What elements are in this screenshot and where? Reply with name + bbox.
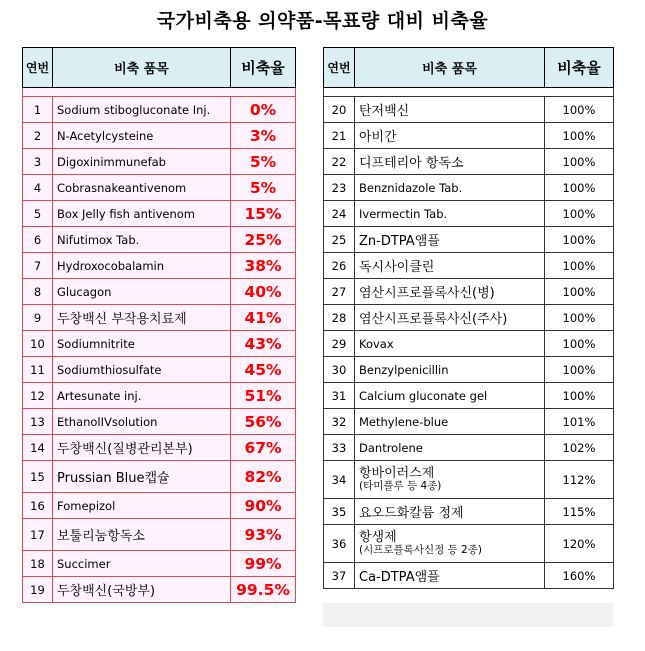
table-row (324, 499, 614, 525)
item-name: Ca-DTPA앰플 (355, 563, 545, 589)
table-row (23, 201, 296, 227)
serial-number: 16 (23, 493, 53, 519)
serial-number: 7 (23, 253, 53, 279)
table-row (324, 383, 614, 409)
stock-ratio: 99% (231, 551, 296, 577)
stock-ratio: 100% (545, 227, 614, 253)
serial-number: 3 (23, 149, 53, 175)
table-row (324, 149, 614, 175)
table-row (23, 123, 296, 149)
table-row (23, 305, 296, 331)
header-item-name: 비축 품목 (53, 48, 231, 88)
stock-ratio: 100% (545, 331, 614, 357)
header-stock-ratio: 비축율 (231, 48, 296, 88)
stock-ratio: 100% (545, 123, 614, 149)
stock-ratio: 38% (231, 253, 296, 279)
stock-ratio: 0% (231, 97, 296, 123)
header-serial-number: 연번 (23, 48, 53, 88)
serial-number: 17 (23, 519, 53, 551)
table-row (324, 175, 614, 201)
stock-ratio: 56% (231, 409, 296, 435)
item-name: Hydroxocobalamin (53, 253, 231, 279)
serial-number: 11 (23, 357, 53, 383)
item-name: 염산시프로플록사신(주사) (355, 305, 545, 331)
serial-number: 8 (23, 279, 53, 305)
item-name: Fomepizol (53, 493, 231, 519)
table-row (324, 201, 614, 227)
serial-number: 34 (324, 461, 355, 499)
stock-ratio: 102% (545, 435, 614, 461)
table-row (23, 461, 296, 493)
item-name: Ivermectin Tab. (355, 201, 545, 227)
item-name: Nifutimox Tab. (53, 227, 231, 253)
stock-ratio: 100% (545, 305, 614, 331)
serial-number: 2 (23, 123, 53, 149)
table-row (23, 493, 296, 519)
item-name (355, 525, 545, 563)
serial-number: 28 (324, 305, 355, 331)
stock-ratio: 99.5% (231, 577, 296, 603)
serial-number: 29 (324, 331, 355, 357)
serial-number: 25 (324, 227, 355, 253)
serial-number: 36 (324, 525, 355, 563)
table-row (23, 519, 296, 551)
serial-number: 23 (324, 175, 355, 201)
item-name: 독시사이클린 (355, 253, 545, 279)
stock-ratio: 82% (231, 461, 296, 493)
serial-number: 4 (23, 175, 53, 201)
stock-ratio: 100% (545, 357, 614, 383)
item-name: 요오드화칼륨 정제 (355, 499, 545, 525)
item-name: Kovax (355, 331, 545, 357)
item-name: 보툴리눔항독소 (53, 519, 231, 551)
serial-number: 21 (324, 123, 355, 149)
table-row (324, 305, 614, 331)
serial-number: 37 (324, 563, 355, 589)
stock-ratio: 120% (545, 525, 614, 563)
table-row (23, 383, 296, 409)
table-row (23, 149, 296, 175)
item-name: 염산시프로플록사신(병) (355, 279, 545, 305)
stock-ratio: 100% (545, 149, 614, 175)
table-row (23, 97, 296, 123)
stock-ratio: 15% (231, 201, 296, 227)
item-name-line2: (타미플루 등 4종) (359, 479, 442, 492)
serial-number: 35 (324, 499, 355, 525)
item-name: 두창백신(질병관리본부) (53, 435, 231, 461)
table-row (324, 435, 614, 461)
table-row (23, 279, 296, 305)
table-footer-shade (323, 603, 613, 627)
stock-ratio: 93% (231, 519, 296, 551)
table-row (324, 123, 614, 149)
header-stock-ratio: 비축율 (545, 48, 614, 88)
header-item-name: 비축 품목 (355, 48, 545, 88)
table-row (324, 97, 614, 123)
stock-ratio: 90% (231, 493, 296, 519)
header-serial-number: 연번 (324, 48, 355, 88)
serial-number: 9 (23, 305, 53, 331)
item-name: Box Jelly fish antivenom (53, 201, 231, 227)
stock-ratio: 100% (545, 253, 614, 279)
serial-number: 1 (23, 97, 53, 123)
table-row (324, 461, 614, 499)
item-name: Artesunate inj. (53, 383, 231, 409)
stock-ratio: 112% (545, 461, 614, 499)
item-name: Benznidazole Tab. (355, 175, 545, 201)
item-name: Sodium stibogluconate Inj. (53, 97, 231, 123)
serial-number: 20 (324, 97, 355, 123)
item-name: Digoxinimmunefab (53, 149, 231, 175)
stock-ratio: 100% (545, 279, 614, 305)
serial-number: 14 (23, 435, 53, 461)
item-name (355, 461, 545, 499)
stock-ratio: 5% (231, 149, 296, 175)
stock-ratio: 115% (545, 499, 614, 525)
item-name: Benzylpenicillin (355, 357, 545, 383)
serial-number: 22 (324, 149, 355, 175)
table-row (23, 577, 296, 603)
item-name-line2: (시프로플록사신정 등 2종) (359, 543, 482, 556)
item-name: Methylene-blue (355, 409, 545, 435)
item-name: Calcium gluconate gel (355, 383, 545, 409)
item-name: Zn-DTPA앰플 (355, 227, 545, 253)
table-row (324, 331, 614, 357)
serial-number: 33 (324, 435, 355, 461)
serial-number: 24 (324, 201, 355, 227)
stock-ratio: 101% (545, 409, 614, 435)
serial-number: 19 (23, 577, 53, 603)
table-row (324, 253, 614, 279)
stock-ratio: 25% (231, 227, 296, 253)
serial-number: 10 (23, 331, 53, 357)
table-row (23, 175, 296, 201)
stock-ratio: 100% (545, 97, 614, 123)
item-name: EthanolIVsolution (53, 409, 231, 435)
page-title: 국가비축용 의약품-목표량 대비 비축율 (156, 10, 489, 32)
item-name: Glucagon (53, 279, 231, 305)
item-name: 아비간 (355, 123, 545, 149)
table-row (23, 357, 296, 383)
table-row (23, 331, 296, 357)
serial-number: 26 (324, 253, 355, 279)
item-name: 두창백신(국방부) (53, 577, 231, 603)
item-name: Sodiumthiosulfate (53, 357, 231, 383)
item-name: Cobrasnakeantivenom (53, 175, 231, 201)
serial-number: 13 (23, 409, 53, 435)
item-name-line1: 항바이러스제 (359, 465, 435, 481)
table-row (23, 409, 296, 435)
stock-ratio: 51% (231, 383, 296, 409)
item-name: 디프테리아 항독소 (355, 149, 545, 175)
item-name: Prussian Blue캡슐 (53, 461, 231, 493)
table-row (324, 357, 614, 383)
stock-ratio: 100% (545, 201, 614, 227)
item-name-line1: 항생제 (359, 529, 397, 545)
item-name: N-Acetylcysteine (53, 123, 231, 149)
stock-ratio: 67% (231, 435, 296, 461)
serial-number: 31 (324, 383, 355, 409)
serial-number: 6 (23, 227, 53, 253)
stockpile-table-right (323, 47, 614, 589)
stock-ratio: 100% (545, 383, 614, 409)
stock-ratio: 3% (231, 123, 296, 149)
stock-ratio: 160% (545, 563, 614, 589)
table-row (23, 551, 296, 577)
stock-ratio: 45% (231, 357, 296, 383)
table-row (324, 227, 614, 253)
table-row (324, 563, 614, 589)
serial-number: 27 (324, 279, 355, 305)
table-row (23, 227, 296, 253)
stock-ratio: 100% (545, 175, 614, 201)
serial-number: 15 (23, 461, 53, 493)
stock-ratio: 5% (231, 175, 296, 201)
table-row (324, 409, 614, 435)
stock-ratio: 43% (231, 331, 296, 357)
serial-number: 18 (23, 551, 53, 577)
table-row (23, 435, 296, 461)
stock-ratio: 40% (231, 279, 296, 305)
table-row (324, 279, 614, 305)
item-name: Succimer (53, 551, 231, 577)
item-name: 두창백신 부작용치료제 (53, 305, 231, 331)
serial-number: 5 (23, 201, 53, 227)
serial-number: 32 (324, 409, 355, 435)
item-name: Dantrolene (355, 435, 545, 461)
stock-ratio: 41% (231, 305, 296, 331)
table-row (23, 253, 296, 279)
item-name: 탄저백신 (355, 97, 545, 123)
serial-number: 30 (324, 357, 355, 383)
serial-number: 12 (23, 383, 53, 409)
item-name: Sodiumnitrite (53, 331, 231, 357)
stockpile-table-left (22, 47, 296, 603)
table-row (324, 525, 614, 563)
